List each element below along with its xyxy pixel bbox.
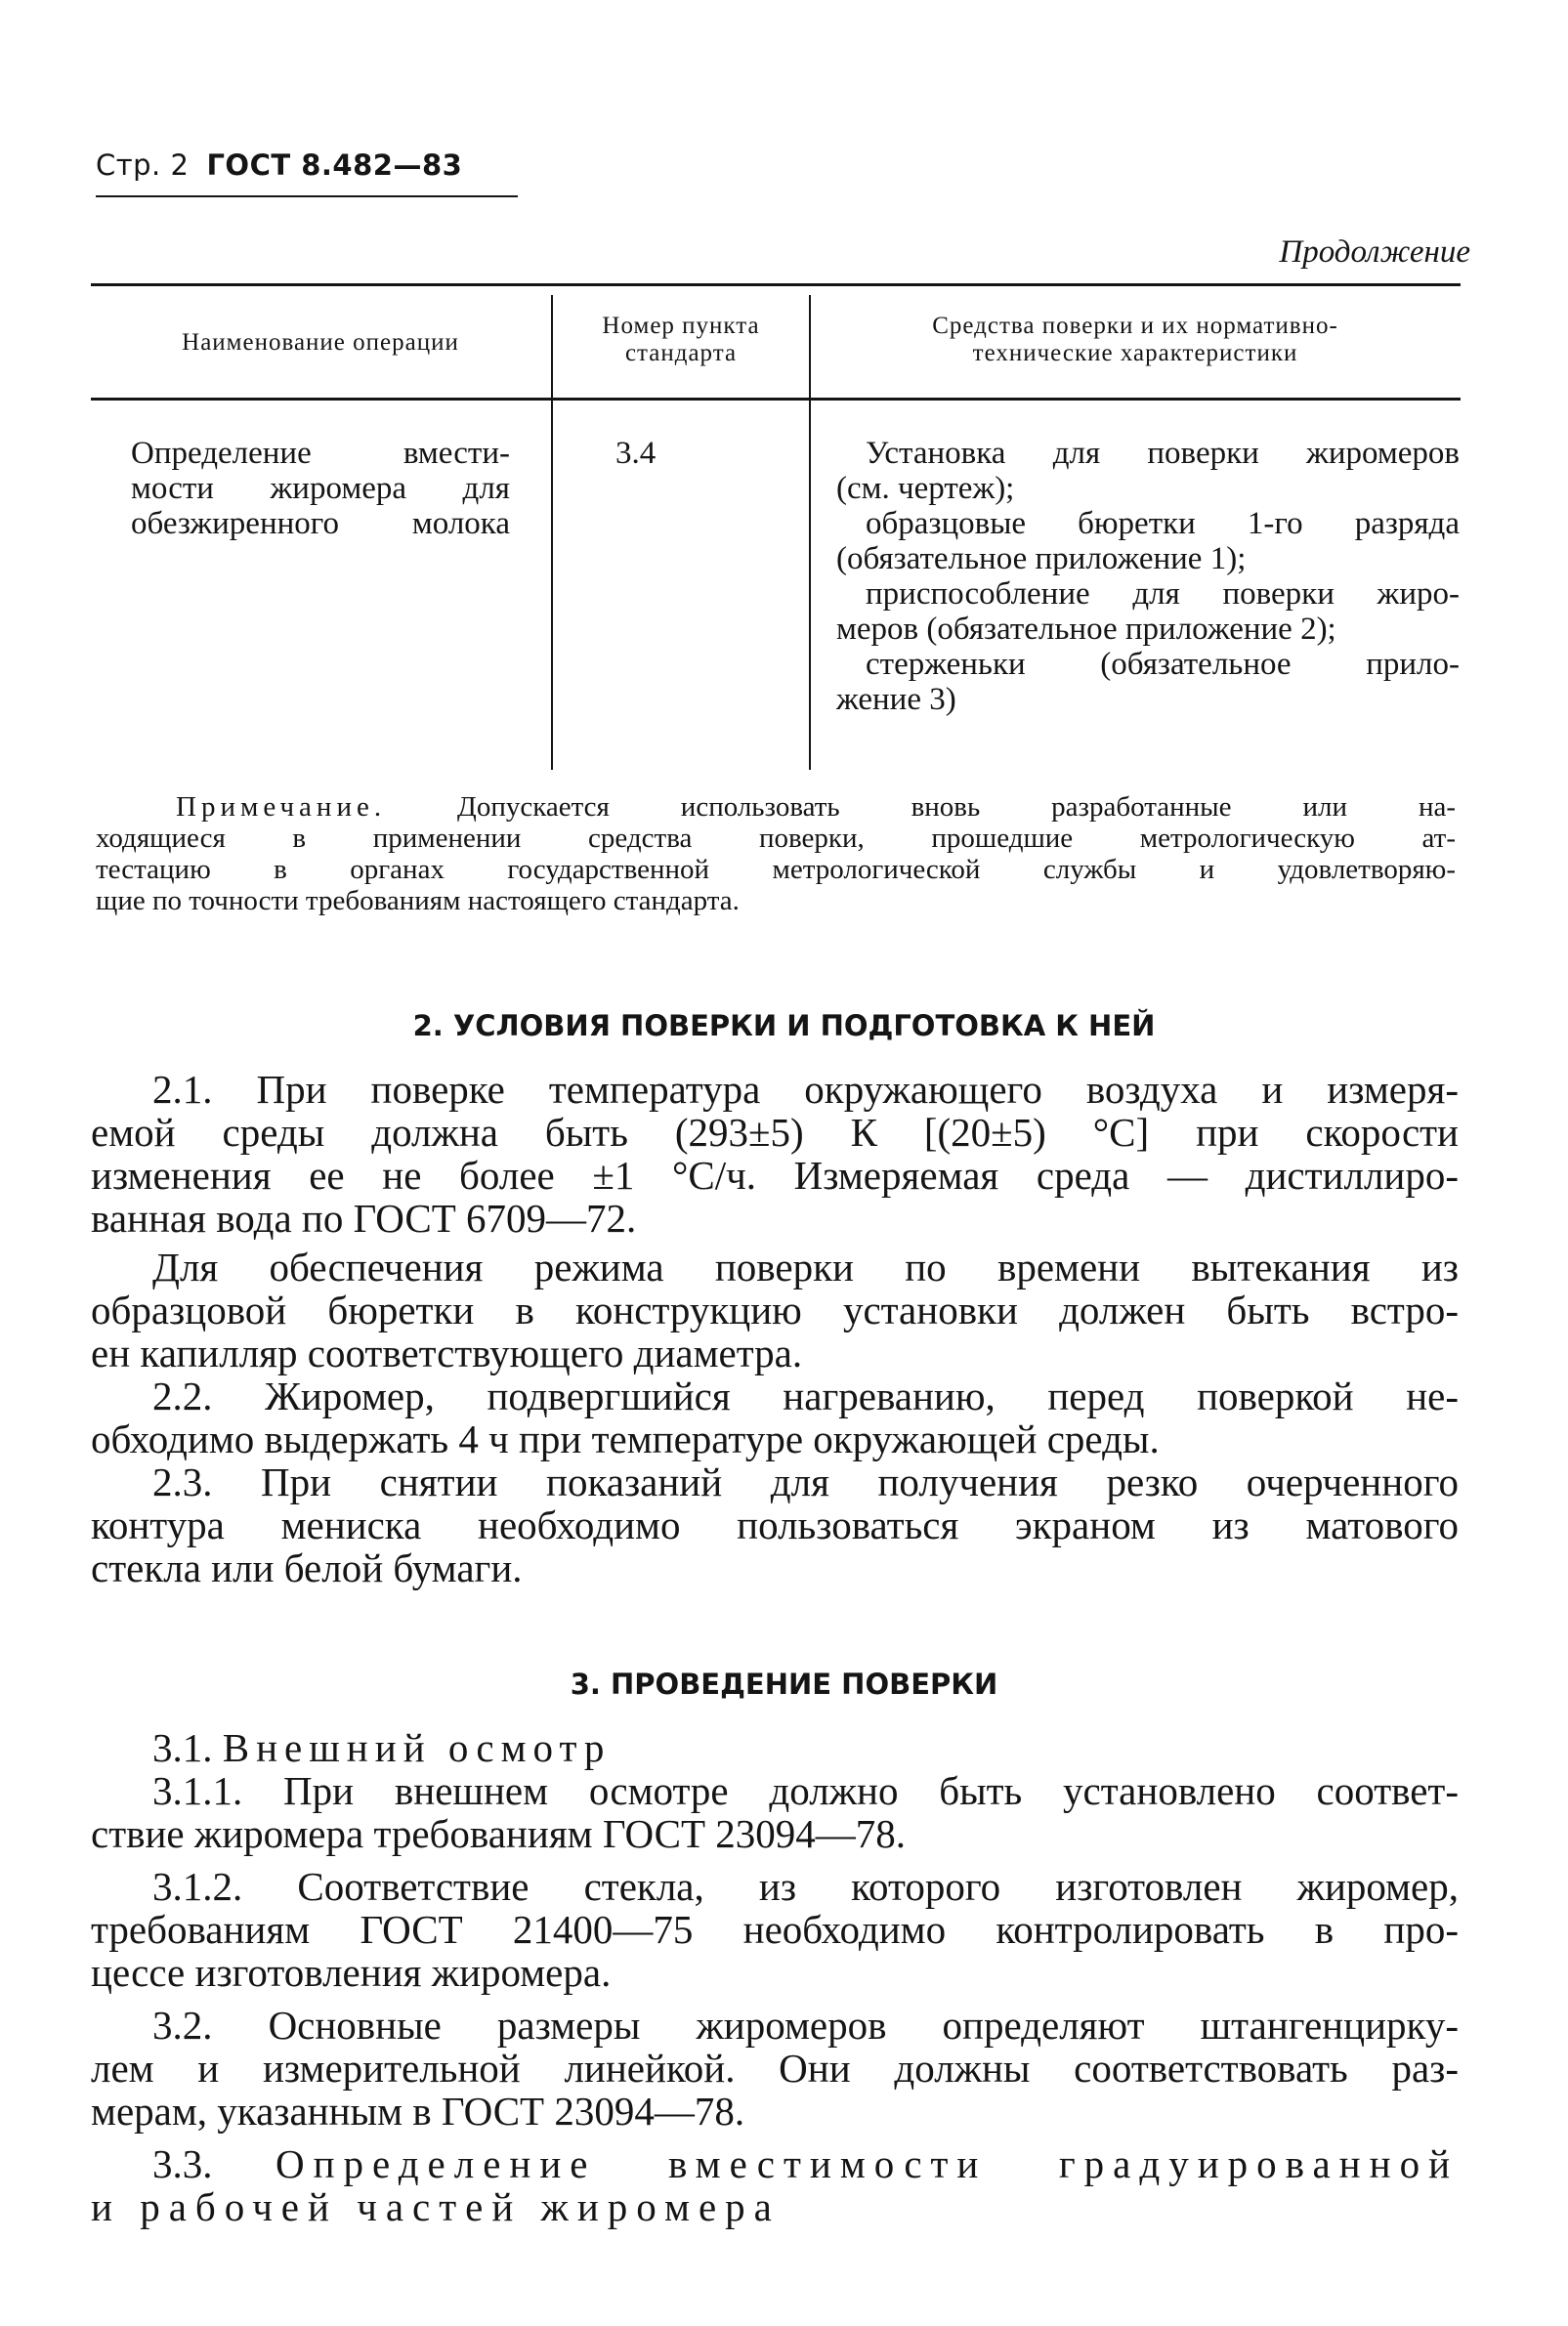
table-header-clause-line: Номер пункта	[602, 313, 760, 339]
text-line: цессе изготовления жиромера.	[91, 1950, 612, 1995]
clause-title: Внешний осмотр	[222, 1725, 612, 1770]
clause-number: 3.3.	[152, 2141, 213, 2186]
table-header-clause	[553, 313, 809, 367]
table-header-operation: Наименование операции	[182, 329, 459, 356]
note-line: щие по точности требованиям настоящего стандарта.	[96, 885, 740, 916]
table-note	[96, 791, 1456, 916]
text-line: стекла или белой бумаги.	[91, 1545, 523, 1590]
cell-line: (см. чертеж);	[836, 471, 1015, 506]
text-line: контура мениска необходимо пользоваться экраном из матового	[91, 1502, 1459, 1547]
text-line: ен капилляр соответствующего диаметра.	[91, 1331, 803, 1375]
table-cell-means	[836, 436, 1460, 717]
table-header-means-line: технические характеристики	[972, 340, 1298, 366]
section-body	[91, 1068, 1459, 1589]
table-header-means-line: Средства поверки и их нормативно-	[932, 313, 1338, 339]
cell-line: обезжиренного молока	[131, 506, 510, 541]
gost-designation: ГОСТ 8.482—83	[206, 148, 463, 182]
subsection-heading	[91, 1726, 1459, 1769]
text-line: лем и измерительной линейкой. Они должны соответствовать раз-	[91, 2046, 1459, 2091]
cell-line: Установка для поверки жиромеров	[866, 436, 1460, 471]
text-line: 2.2. Жиромер, подвергшийся нагреванию, перед поверкой не-	[152, 1374, 1459, 1418]
clause-number: 3.1.	[152, 1725, 213, 1770]
text-line: емой среды должна быть (293±5) К [(20±5) °С] при скорости	[91, 1110, 1459, 1155]
table-cell-operation-name	[131, 436, 510, 541]
table-header-rule	[91, 398, 1461, 401]
section-heading: 3. ПРОВЕДЕНИЕ ПОВЕРКИ	[570, 1668, 998, 1701]
table-top-rule	[91, 283, 1461, 286]
text-line: Для обеспечения режима поверки по времени вытекания из	[152, 1245, 1459, 1290]
text-line: обходимо выдержать 4 ч при температуре окружающей среды.	[91, 1417, 1160, 1461]
note-label: Примечание.	[176, 791, 387, 823]
table-header-clause-line: стандарта	[624, 340, 738, 366]
note-line: ходящиеся в применении средства поверки, прошедшие метрологическую ат-	[96, 823, 1456, 854]
table-header-means	[813, 313, 1458, 367]
cell-line: (обязательное приложение 1);	[836, 541, 1247, 576]
text-line: 3.1.2. Соответствие стекла, из которого изготовлен жиромер,	[152, 1864, 1459, 1909]
clause-title: и рабочей частей жиромера	[91, 2184, 781, 2229]
text-line: 3.1.1. При внешнем осмотре должно быть установлено соответ-	[152, 1768, 1459, 1813]
text-line: 3.2. Основные размеры жиромеров определяют штангенцирку-	[152, 2003, 1459, 2048]
text-line: изменения ее не более ±1 °С/ч. Измеряемая среда — дистиллиро-	[91, 1153, 1459, 1198]
continuation-label: Продолжение	[1279, 234, 1470, 270]
note-line	[96, 791, 1456, 823]
page-number: Стр. 2	[96, 148, 190, 182]
text-line: мерам, указанным в ГОСТ 23094—78.	[91, 2089, 745, 2134]
subsection-heading	[91, 2142, 1459, 2185]
text-line: ванная вода по ГОСТ 6709—72.	[91, 1196, 637, 1241]
text-line: ствие жиромера требованиям ГОСТ 23094—78.	[91, 1811, 907, 1856]
text-line: требованиям ГОСТ 21400—75 необходимо контролировать в про-	[91, 1907, 1459, 1952]
section-heading: 2. УСЛОВИЯ ПОВЕРКИ И ПОДГОТОВКА К НЕЙ	[412, 1009, 1156, 1042]
text-line: образцовой бюретки в конструкцию установки должен быть встро-	[91, 1288, 1459, 1332]
header-rule	[96, 195, 518, 197]
note-line: тестацию в органах государственной метрологической службы и удовлетворяю-	[96, 854, 1456, 885]
cell-line: жение 3)	[836, 682, 956, 717]
cell-line: стерженьки (обязательное прило-	[866, 647, 1460, 682]
text-line: 2.3. При снятии показаний для получения резко очерченного	[152, 1459, 1459, 1504]
section-body	[91, 1726, 1459, 2228]
clause-title: Определение вместимости градуированной	[275, 2141, 1460, 2186]
table-column-divider	[809, 295, 811, 770]
cell-line: Определение вмести-	[131, 436, 510, 471]
page-header	[96, 148, 462, 182]
cell-line: мости жиромера для	[131, 471, 510, 506]
text-line: 2.1. При поверке температура окружающего воздуха и измеря-	[152, 1067, 1459, 1112]
note-text: Допускается использовать вновь разработанные или на-	[457, 791, 1457, 823]
table-cell-clause: 3.4	[615, 436, 657, 471]
cell-line: меров (обязательное приложение 2);	[836, 612, 1336, 647]
cell-line: приспособление для поверки жиро-	[866, 576, 1460, 612]
cell-line: образцовые бюретки 1-го разряда	[866, 506, 1460, 541]
